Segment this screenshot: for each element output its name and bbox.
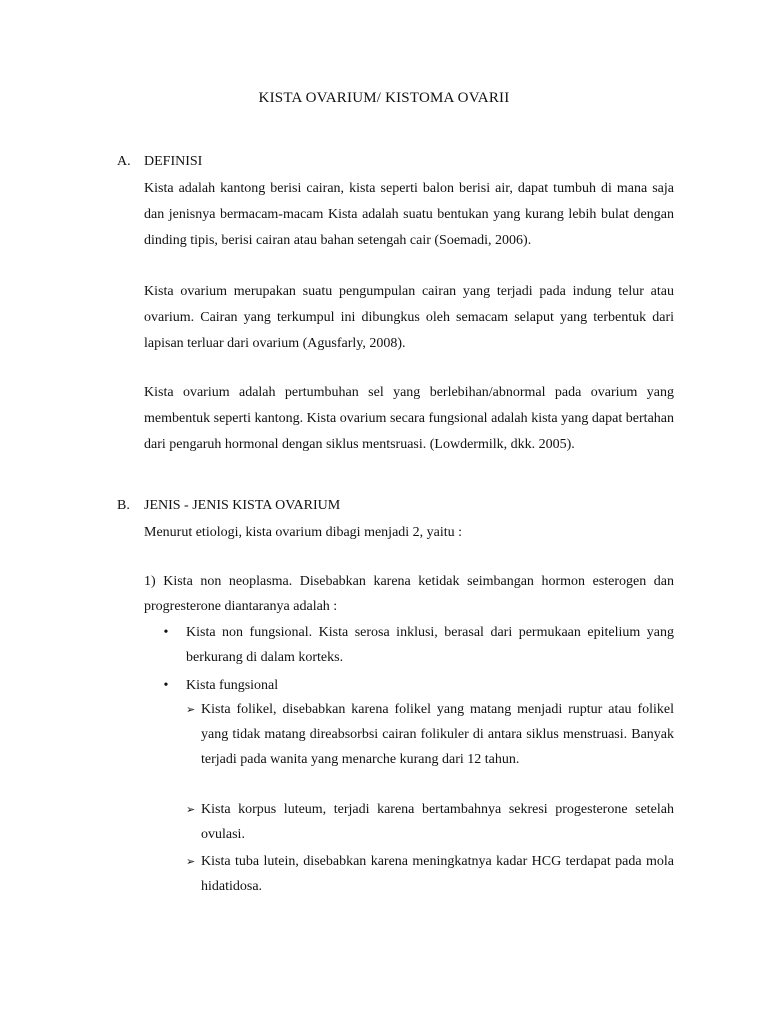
arrow-bullet-icon: ➢	[186, 803, 196, 816]
numbered-item-1	[144, 569, 674, 619]
definition-paragraph-2: Kista ovarium merupakan suatu pengumpulan cairan yang terjadi pada indung telur atau ovarium. Cairan yang terkumpul ini dibungkus oleh semacam selaput yang terbentuk dari lapisan terluar dari ovarium (Agusfarly, 2008).	[144, 284, 674, 351]
sub-item-text: Kista folikel, disebabkan karena folikel yang matang menjadi ruptur atau folikel yang tidak matang direabsorbsi cairan folikuler di antara siklus menstruasi. Banyak terjadi pada wanita yang menarche kurang dari 12 tahun.	[201, 702, 674, 767]
section-b-number: B.	[117, 498, 130, 513]
numbered-item-label: 1)	[144, 574, 156, 589]
sub-item-text: Kista tuba lutein, disebabkan karena meningkatnya kadar HCG terdapat pada mola hidatidosa.	[201, 854, 674, 894]
numbered-item-text: Kista non neoplasma. Disebabkan karena ketidak seimbangan hormon esterogen dan progresterone diantaranya adalah :	[144, 574, 674, 614]
arrow-bullet-icon: ➢	[186, 703, 196, 716]
bullet-text: Kista non fungsional. Kista serosa inklusi, berasal dari permukaan epitelium yang berkurang di dalam korteks.	[186, 625, 674, 665]
bullet-item-fungsional	[158, 673, 674, 698]
bullet-text: Kista fungsional	[186, 678, 279, 693]
section-b-title: JENIS - JENIS KISTA OVARIUM	[144, 498, 341, 513]
section-b-heading	[117, 498, 340, 514]
sub-item-text: Kista korpus luteum, terjadi karena bertambahnya sekresi progesterone setelah ovulasi.	[201, 802, 674, 842]
bullet-item-non-fungsional	[158, 620, 674, 670]
definition-paragraph-3: Kista ovarium adalah pertumbuhan sel yang berlebihan/abnormal pada ovarium yang membentuk seperti kantong. Kista ovarium secara fungsional adalah kista yang dapat bertahan dari pengaruh hormonal dengan siklus mentsruasi. (Lowdermilk, dkk. 2005).	[144, 385, 674, 452]
section-a-title: DEFINISI	[144, 154, 203, 169]
sub-item-kista-folikel	[186, 697, 674, 772]
document-title: KISTA OVARIUM/ KISTOMA OVARII	[258, 90, 510, 106]
section-a-heading	[117, 154, 202, 170]
arrow-bullet-icon: ➢	[186, 855, 196, 868]
bullet-icon: •	[163, 678, 169, 693]
section-a-number: A.	[117, 154, 131, 169]
sub-item-kista-tuba-lutein	[186, 849, 674, 899]
sub-item-kista-korpus-luteum	[186, 797, 674, 847]
definition-paragraph-1: Kista adalah kantong berisi cairan, kista seperti balon berisi air, dapat tumbuh di mana saja dan jenisnya bermacam-macam Kista adalah suatu bentukan yang kurang lebih bulat dengan dinding tipis, berisi cairan atau bahan setengah cair (Soemadi, 2006).	[144, 181, 674, 248]
types-intro: Menurut etiologi, kista ovarium dibagi menjadi 2, yaitu :	[144, 525, 463, 540]
bullet-icon: •	[163, 625, 169, 640]
